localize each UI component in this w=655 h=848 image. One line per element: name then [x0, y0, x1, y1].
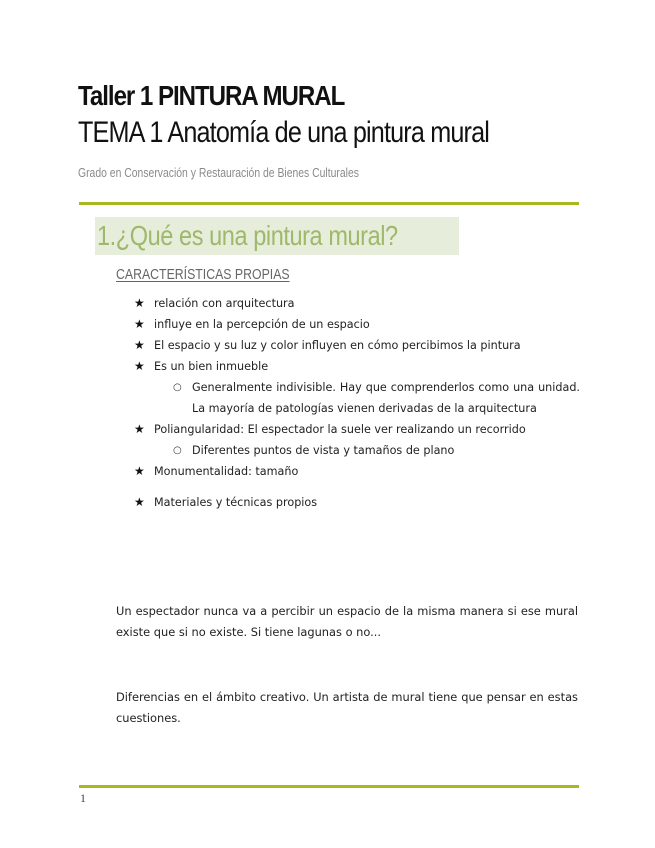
star-bullet-icon: ★ [134, 296, 145, 310]
sublist [154, 440, 580, 461]
section-subheading: CARACTERÍSTICAS PROPIAS [116, 266, 290, 283]
document-subtitle: Grado en Conservación y Restauración de Bienes Culturales [78, 165, 359, 180]
body-paragraph: Diferencias en el ámbito creativo. Un artista de mural tiene que pensar en estas cuestiones. [116, 690, 578, 726]
list-item [134, 293, 580, 314]
list-item [134, 335, 580, 356]
sublist-item-text: Diferentes puntos de vista y tamaños de plano [192, 444, 455, 457]
list-item [134, 419, 580, 461]
section-heading: 1.¿Qué es una pintura mural? [97, 220, 398, 251]
list-item-text: Materiales y técnicas propios [154, 496, 318, 509]
top-divider [79, 202, 579, 205]
page-number: 1 [80, 791, 86, 805]
list-item-text: relación con arquitectura [154, 297, 295, 310]
sublist-item [154, 440, 580, 461]
sublist-item-text: Generalmente indivisible. Hay que comprenderlos como una unidad. La mayoría de patologías vienen derivadas de la arquitectura [192, 381, 580, 415]
characteristics-list [134, 293, 580, 513]
list-item [134, 492, 580, 513]
sublist-item [154, 377, 580, 419]
sublist [154, 377, 580, 419]
list-item-text: Es un bien inmueble [154, 360, 269, 373]
list-item-text: Poliangularidad: El espectador la suele ver realizando un recorrido [154, 423, 526, 436]
star-bullet-icon: ★ [134, 464, 145, 478]
list-item-text: El espacio y su luz y color influyen en cómo percibimos la pintura [154, 339, 521, 352]
star-bullet-icon: ★ [134, 495, 145, 509]
section-heading-highlight [95, 217, 459, 255]
list-item [134, 461, 580, 482]
list-item [134, 356, 580, 419]
document-title: Taller 1 PINTURA MURAL [78, 80, 345, 111]
star-bullet-icon: ★ [134, 317, 145, 331]
list-item-text: influye en la percepción de un espacio [154, 318, 370, 331]
list-item-text: Monumentalidad: tamaño [154, 465, 299, 478]
star-bullet-icon: ★ [134, 338, 145, 352]
star-bullet-icon: ★ [134, 359, 145, 373]
star-bullet-icon: ★ [134, 422, 145, 436]
list-item [134, 314, 580, 335]
circle-bullet-icon: ○ [173, 382, 182, 393]
circle-bullet-icon: ○ [173, 445, 182, 456]
bottom-divider [79, 785, 579, 788]
document-topic: TEMA 1 Anatomía de una pintura mural [78, 116, 490, 149]
body-paragraph: Un espectador nunca va a percibir un espacio de la misma manera si ese mural existe que si no existe. Si tiene lagunas o no... [116, 604, 578, 640]
